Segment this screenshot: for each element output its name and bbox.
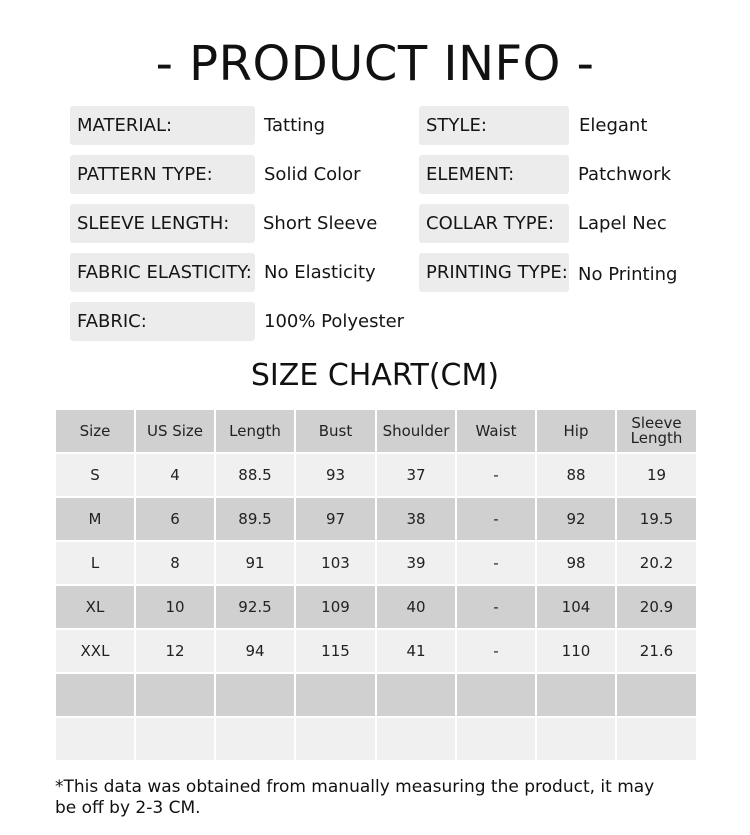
header-cell: Waist <box>457 410 535 452</box>
table-cell: 12 <box>136 630 214 672</box>
table-cell-empty <box>136 718 214 760</box>
header-sleeve-line2: Length <box>630 429 683 447</box>
table-cell: - <box>457 586 535 628</box>
table-cell: 92.5 <box>216 586 294 628</box>
size-chart-table <box>54 408 698 762</box>
table-cell-empty <box>457 718 535 760</box>
table-cell: 89.5 <box>216 498 294 540</box>
collar-type-value: Lapel Nec <box>578 213 667 234</box>
table-cell: 4 <box>136 454 214 496</box>
table-cell: 93 <box>296 454 375 496</box>
header-cell: Length <box>216 410 294 452</box>
table-row <box>56 454 696 496</box>
pattern-type-label: PATTERN TYPE: <box>70 155 255 194</box>
table-cell: - <box>457 498 535 540</box>
table-cell-empty <box>617 718 696 760</box>
table-cell-empty <box>216 718 294 760</box>
table-cell: 21.6 <box>617 630 696 672</box>
table-cell: 40 <box>377 586 455 628</box>
table-cell: 10 <box>136 586 214 628</box>
header-cell: Bust <box>296 410 375 452</box>
style-label: STYLE: <box>419 106 569 145</box>
fabric-elasticity-value: No Elasticity <box>264 262 376 283</box>
table-cell: XL <box>56 586 134 628</box>
table-cell: S <box>56 454 134 496</box>
table-cell-empty <box>296 718 375 760</box>
measurement-footnote: *This data was obtained from manually measuring the product, it may be off by 2-3 CM. <box>55 777 655 818</box>
table-cell: 88.5 <box>216 454 294 496</box>
table-cell: - <box>457 454 535 496</box>
table-row <box>56 630 696 672</box>
table-row <box>56 586 696 628</box>
header-cell: Shoulder <box>377 410 455 452</box>
element-label: ELEMENT: <box>419 155 569 194</box>
element-value: Patchwork <box>578 164 671 185</box>
table-cell-empty <box>537 674 615 716</box>
table-cell: 109 <box>296 586 375 628</box>
sleeve-length-value: Short Sleeve <box>263 213 378 234</box>
table-cell: 8 <box>136 542 214 584</box>
table-cell: 115 <box>296 630 375 672</box>
size-chart-title: SIZE CHART(CM) <box>250 358 500 393</box>
table-cell: 37 <box>377 454 455 496</box>
table-row <box>56 542 696 584</box>
table-cell: 94 <box>216 630 294 672</box>
header-cell: US Size <box>136 410 214 452</box>
table-cell: L <box>56 542 134 584</box>
table-cell: 39 <box>377 542 455 584</box>
table-cell: 20.2 <box>617 542 696 584</box>
table-cell: 91 <box>216 542 294 584</box>
table-cell-empty <box>296 674 375 716</box>
table-cell: 6 <box>136 498 214 540</box>
printing-type-value: No Printing <box>578 264 678 285</box>
collar-type-label: COLLAR TYPE: <box>419 204 569 243</box>
table-cell: 92 <box>537 498 615 540</box>
fabric-value: 100% Polyester <box>264 311 405 332</box>
printing-type-label: PRINTING TYPE: <box>419 253 569 292</box>
fabric-label: FABRIC: <box>70 302 255 341</box>
fabric-elasticity-label: FABRIC ELASTICITY: <box>70 253 255 292</box>
header-cell <box>617 410 696 452</box>
table-cell-empty <box>617 674 696 716</box>
style-value: Elegant <box>579 115 648 136</box>
table-cell: 38 <box>377 498 455 540</box>
table-cell: XXL <box>56 630 134 672</box>
material-label: MATERIAL: <box>70 106 255 145</box>
table-cell: 19 <box>617 454 696 496</box>
table-cell-empty <box>377 674 455 716</box>
table-cell: M <box>56 498 134 540</box>
table-row-empty <box>56 718 696 760</box>
header-cell: Size <box>56 410 134 452</box>
table-cell-empty <box>56 718 134 760</box>
table-cell: 97 <box>296 498 375 540</box>
page-title: - PRODUCT INFO - <box>155 36 595 92</box>
header-sleeve-line1: Sleeve <box>631 414 682 432</box>
table-cell: - <box>457 542 535 584</box>
table-cell-empty <box>216 674 294 716</box>
table-row <box>56 498 696 540</box>
material-value: Tatting <box>264 115 325 136</box>
table-cell: - <box>457 630 535 672</box>
sleeve-length-label: SLEEVE LENGTH: <box>70 204 255 243</box>
table-cell: 110 <box>537 630 615 672</box>
table-cell: 103 <box>296 542 375 584</box>
table-cell: 98 <box>537 542 615 584</box>
table-cell: 88 <box>537 454 615 496</box>
table-cell: 19.5 <box>617 498 696 540</box>
table-cell: 41 <box>377 630 455 672</box>
table-cell: 20.9 <box>617 586 696 628</box>
table-cell-empty <box>537 718 615 760</box>
table-cell-empty <box>136 674 214 716</box>
table-header-row <box>56 410 696 452</box>
table-cell-empty <box>56 674 134 716</box>
table-row-empty <box>56 674 696 716</box>
pattern-type-value: Solid Color <box>264 164 361 185</box>
header-cell: Hip <box>537 410 615 452</box>
table-cell-empty <box>377 718 455 760</box>
table-cell-empty <box>457 674 535 716</box>
table-cell: 104 <box>537 586 615 628</box>
